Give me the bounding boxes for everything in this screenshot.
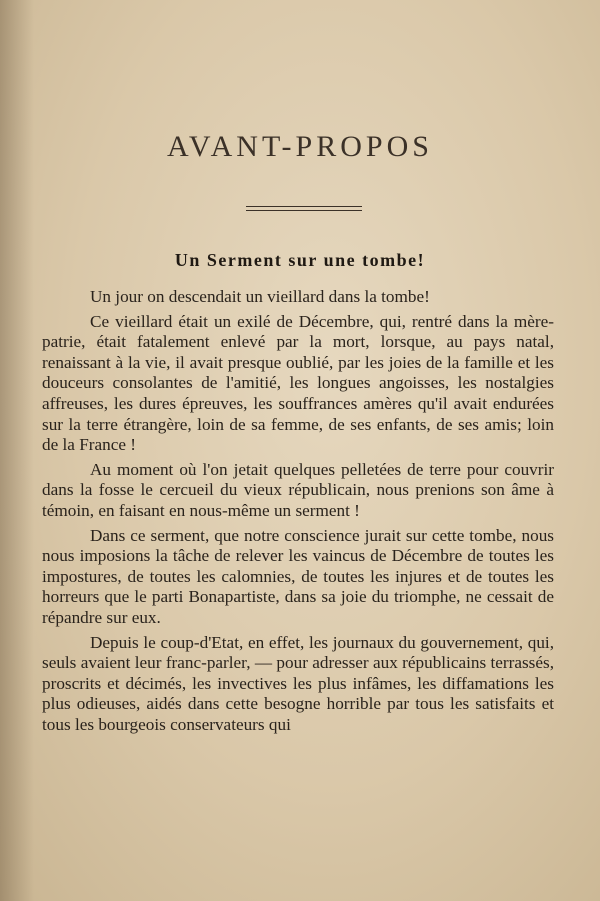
body-text — [42, 287, 554, 739]
paragraph: Ce vieillard était un exilé de Décembre, qui, rentré dans la mère-patrie, était fatalement enlevé par la mort, lorsque, au pays natal, renaissant à la vie, il avait presque oublié, par les joies de la famille et les douceurs consolantes de l'amitié, les longues angoisses, les nostalgies affreuses, les dures épreuves, les souffrances amères qu'il avait endurées sur la terre étrangère, loin de sa femme, de ses enfants, de ses amis; loin de la France ! — [42, 311, 554, 455]
paragraph: Au moment où l'on jetait quelques pelletées de terre pour couvrir dans la fosse le cercueil du vieux républicain, nous prenions son âme à témoin, en faisant en nous-même un serment ! — [42, 459, 554, 520]
title-divider — [246, 206, 362, 211]
paragraph: Dans ce serment, que notre conscience jurait sur cette tombe, nous nous imposions la tâche de relever les vaincus de Décembre de toutes les impostures, de toutes les calomnies, de toutes les injures et de toutes les horreurs que le parti Bonapartiste, dans sa joie du triomphe, ne cessait de répandre sur eux. — [42, 525, 554, 627]
section-heading: Un Serment sur une tombe! — [174, 250, 426, 270]
paragraph: Depuis le coup-d'Etat, en effet, les journaux du gouvernement, qui, seuls avaient leur franc-parler, — pour adresser aux républicains terrassés, proscrits et décimés, les invectives les plus infâmes, les diffamations les plus odieuses, aidés dans cette besogne horrible par tous les satisfaits et tous les bourgeois conservateurs qui — [42, 632, 554, 734]
chapter-title: AVANT-PROPOS — [167, 130, 433, 163]
paragraph: Un jour on descendait un vieillard dans la tombe! — [90, 287, 430, 306]
